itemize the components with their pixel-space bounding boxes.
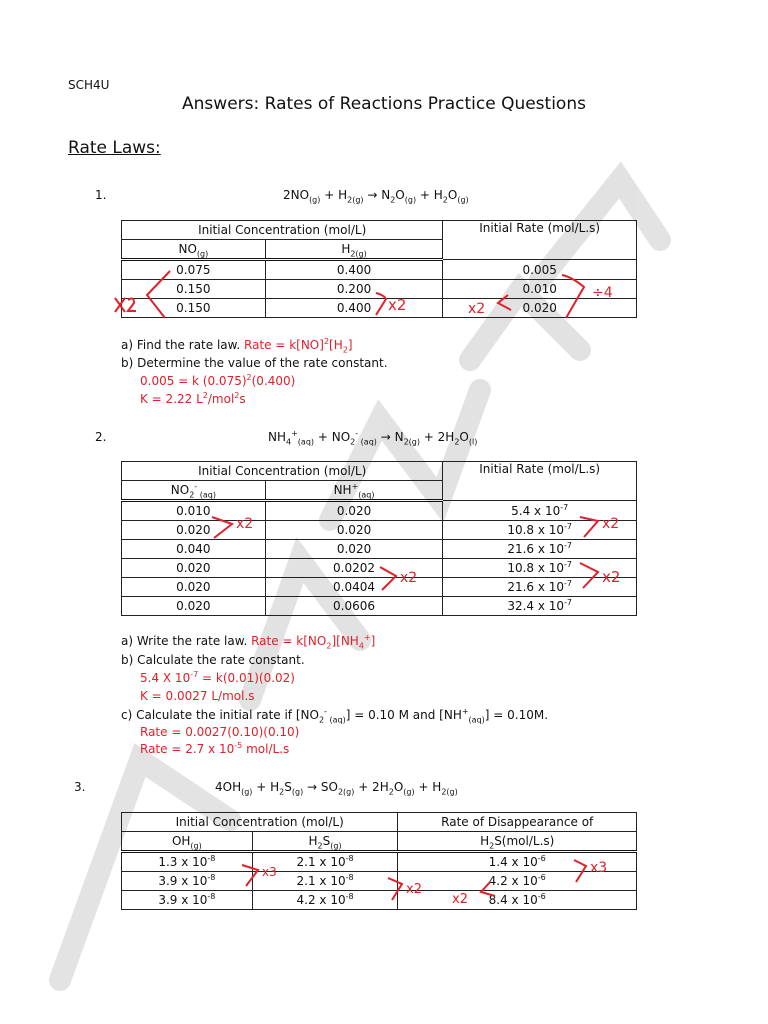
annotation-divide-4: ÷4	[592, 285, 613, 301]
text-segment: → SO	[303, 780, 338, 794]
text-segment: 4OH	[215, 780, 242, 794]
table-cell	[252, 872, 398, 891]
text-segment: 0.0606	[333, 599, 376, 613]
table-cell	[443, 521, 637, 540]
text-segment: O	[447, 188, 458, 202]
table-cell	[122, 891, 253, 910]
text-segment: 2	[454, 437, 460, 447]
text-segment: /mol	[207, 392, 235, 406]
column-header	[122, 240, 266, 260]
text-segment: mol/L.s	[242, 742, 290, 756]
group-header: Initial Concentration (mol/L)	[122, 221, 443, 240]
table-row	[122, 260, 637, 280]
annotation-x2: x2	[452, 892, 468, 907]
text-segment: 4	[358, 641, 364, 651]
answer	[140, 742, 289, 756]
text-segment: ] = 0.10M.	[484, 708, 549, 722]
text-segment: 2	[323, 337, 330, 346]
table-cell	[443, 280, 637, 299]
column-header	[265, 240, 443, 260]
text-segment: 2	[279, 787, 285, 797]
table-cell	[265, 501, 443, 521]
chemical-equation	[268, 429, 478, 447]
table-row	[122, 521, 637, 540]
answer	[251, 633, 376, 651]
text-segment: -5	[234, 741, 243, 750]
table-cell	[265, 521, 443, 540]
text-segment: 2	[442, 195, 448, 205]
text-segment: (aq)	[468, 715, 485, 725]
text-segment: c) Calculate the initial rate if [NO	[121, 708, 319, 722]
table-cell	[265, 578, 443, 597]
text-segment: (g)	[330, 841, 342, 851]
text-segment: 2(g)	[403, 437, 420, 447]
question-label: a) Write the rate law.	[121, 634, 248, 648]
table-cell	[122, 521, 266, 540]
text-segment: 2.1 x 10	[296, 855, 346, 869]
question-c	[121, 707, 549, 725]
column-header	[122, 481, 266, 501]
table-cell	[122, 540, 266, 559]
column-header	[265, 481, 443, 501]
text-segment: -8	[207, 892, 216, 901]
question-a	[121, 633, 376, 651]
table-row	[122, 299, 637, 318]
question-number: 2.	[95, 430, 107, 444]
table-cell	[265, 540, 443, 559]
text-segment: + 2H	[419, 430, 455, 444]
text-segment: O	[459, 430, 469, 444]
text-segment: (g)	[403, 787, 415, 797]
text-segment: 0.150	[176, 282, 211, 296]
text-segment: 2	[326, 641, 332, 651]
text-segment: 0.020	[176, 561, 211, 575]
text-segment: 2.1 x 10	[296, 874, 346, 888]
text-segment: (g)	[291, 787, 304, 797]
text-segment: 2	[246, 373, 252, 382]
section-heading: Rate Laws:	[68, 138, 161, 158]
text-segment: ] = 0.10 M and [NH	[345, 708, 462, 722]
text-segment: 0.400	[336, 263, 372, 277]
table-cell	[122, 501, 266, 521]
column-header	[252, 832, 398, 852]
text-segment: (aq)	[358, 490, 375, 500]
text-segment: (g)	[457, 195, 469, 205]
text-segment: s	[239, 392, 246, 406]
text-segment: 0.200	[336, 282, 372, 296]
chemical-equation	[215, 780, 458, 797]
text-segment: O	[395, 188, 405, 202]
text-segment: -7	[564, 522, 573, 531]
text-segment: 0.020	[336, 523, 372, 537]
text-segment: 1.3 x 10	[158, 855, 208, 869]
table-cell	[443, 540, 637, 559]
text-segment: -	[355, 429, 359, 438]
text-segment: 2	[234, 391, 240, 400]
text-segment: 0.020	[336, 542, 372, 556]
answer	[140, 374, 295, 388]
table-cell	[122, 280, 266, 299]
text-segment: -7	[560, 502, 569, 512]
table-row	[122, 540, 637, 559]
table-cell	[122, 872, 253, 891]
text-segment: -6	[537, 873, 546, 882]
text-segment: Rate = k[NO]	[244, 338, 324, 352]
text-segment: ]	[347, 338, 353, 352]
group-header: Initial Concentration (mol/L)	[122, 462, 443, 481]
text-segment: -7	[564, 598, 573, 607]
answer	[140, 671, 295, 685]
table-row	[122, 280, 637, 299]
text-segment: OH	[171, 834, 191, 848]
text-segment: 0.020	[176, 599, 211, 613]
text-segment: (g)	[241, 787, 253, 797]
text-segment: = k(0.01)(0.02)	[198, 671, 295, 685]
text-segment: 0.020	[522, 301, 557, 315]
rate-data-table-1	[121, 220, 637, 318]
text-segment: + H	[414, 780, 442, 794]
text-segment: 2(g)	[347, 195, 364, 205]
rate-header: Rate of Disappearance of	[398, 813, 637, 832]
text-segment: 2	[317, 841, 323, 851]
text-segment: (g)	[196, 249, 209, 259]
group-header: Initial Concentration (mol/L)	[122, 813, 398, 832]
table-row	[122, 872, 637, 891]
table-cell	[443, 559, 637, 578]
table-cell	[122, 559, 266, 578]
text-segment: (g)	[309, 195, 321, 205]
text-segment: -8	[345, 892, 354, 901]
text-segment: (aq)	[197, 490, 216, 500]
table-cell	[122, 597, 266, 616]
text-segment: → N	[363, 188, 391, 202]
text-segment: ]	[370, 634, 376, 648]
annotation-x2: x2	[602, 516, 620, 532]
answer	[140, 725, 299, 739]
text-segment: +	[363, 633, 371, 642]
rate-header	[398, 832, 637, 852]
text-segment: 0.040	[176, 542, 211, 556]
text-segment: (aq)	[297, 437, 315, 447]
table-row	[122, 578, 637, 597]
table-cell	[122, 299, 266, 318]
course-code: SCH4U	[68, 78, 110, 92]
text-segment: (aq)	[358, 437, 377, 447]
text-segment: 0.0404	[333, 580, 376, 594]
question-number: 1.	[95, 188, 107, 202]
table-cell	[398, 872, 637, 891]
text-segment: 0.075	[176, 263, 211, 277]
text-segment: 0.0202	[333, 561, 376, 575]
annotation-x2: x2	[388, 296, 407, 314]
text-segment: -7	[190, 670, 199, 679]
table-cell	[443, 260, 637, 280]
annotation-x2: x2	[236, 516, 254, 532]
text-segment: -8	[345, 854, 354, 863]
text-segment: K = 2.22 L	[140, 392, 203, 406]
text-segment: 3.9 x 10	[158, 874, 208, 888]
text-segment: [H	[329, 338, 343, 352]
text-segment: 2	[342, 345, 348, 355]
question-label: a) Find the rate law.	[121, 338, 241, 352]
text-segment: 2	[388, 787, 394, 797]
table-row	[122, 852, 637, 872]
text-segment: -7	[564, 579, 573, 588]
answer	[244, 337, 353, 355]
table-cell	[443, 299, 637, 318]
text-segment: 5.4 x 10	[511, 503, 561, 518]
table-row	[122, 597, 637, 616]
table-cell	[265, 260, 443, 280]
question-number: 3.	[74, 780, 86, 794]
text-segment: H	[308, 834, 318, 848]
text-segment: 3.9 x 10	[158, 893, 208, 907]
text-segment: 0.005	[522, 262, 557, 277]
table-cell	[252, 891, 398, 910]
column-header	[122, 832, 253, 852]
annotation-x2: x2	[602, 568, 621, 586]
text-segment: 4	[286, 437, 292, 447]
page-title: Answers: Rates of Reactions Practice Questions	[182, 94, 586, 114]
table-cell	[265, 299, 443, 318]
text-segment: 10.8 x 10	[507, 523, 565, 537]
text-segment: NH	[268, 430, 286, 444]
text-segment: + H	[320, 188, 348, 202]
text-segment: ][NH	[331, 634, 359, 648]
text-segment: S	[322, 834, 331, 848]
annotation-x2: x2	[406, 882, 422, 897]
text-segment: Rate = k[NO	[251, 634, 327, 648]
text-segment: +	[291, 429, 298, 438]
annotation-x2: x2	[468, 301, 486, 317]
table-row	[122, 559, 637, 578]
text-segment: 2(g)	[350, 249, 367, 259]
table-cell	[122, 260, 266, 280]
text-segment: -8	[345, 873, 354, 882]
text-segment: → N	[376, 430, 404, 444]
question-b: b) Determine the value of the rate constant.	[121, 356, 388, 370]
text-segment: (l)	[468, 437, 478, 447]
text-segment: -	[194, 482, 198, 491]
text-segment: -	[324, 707, 327, 716]
table-cell	[398, 852, 637, 872]
text-segment: K = 0.0027 L/mol.s	[140, 689, 255, 703]
text-segment: + H	[252, 780, 280, 794]
text-segment: 2(g)	[441, 787, 458, 797]
table-row	[122, 501, 637, 521]
text-segment: 0.020	[336, 504, 372, 518]
table-cell	[265, 280, 443, 299]
text-segment: 2	[489, 841, 495, 851]
table-cell	[265, 597, 443, 616]
text-segment: 4.2 x 10	[296, 893, 346, 907]
text-segment: 0.400	[336, 301, 372, 315]
annotation-x3: x3	[590, 860, 608, 876]
text-segment: S	[284, 780, 292, 794]
rate-header: Initial Rate (mol/L.s)	[443, 221, 637, 260]
table-cell	[443, 597, 637, 616]
rate-header: Initial Rate (mol/L.s)	[443, 462, 637, 501]
text-segment: (g)	[404, 195, 417, 205]
text-segment: 2NO	[283, 188, 310, 202]
text-segment: H	[341, 242, 351, 256]
table-cell	[252, 852, 398, 872]
chemical-equation	[283, 188, 469, 205]
rate-data-table-3	[121, 812, 637, 910]
text-segment: 21.6 x 10	[507, 580, 565, 594]
text-segment: + 2H	[354, 780, 389, 794]
text-segment: 2	[318, 715, 325, 725]
text-segment: Rate = 0.0027(0.10)(0.10)	[140, 725, 300, 739]
text-segment: O	[393, 780, 404, 794]
text-segment: (aq)	[326, 715, 346, 725]
text-segment: NH	[333, 483, 352, 497]
table-cell	[265, 559, 443, 578]
table-cell	[122, 852, 253, 872]
text-segment: NO	[178, 242, 197, 256]
table-cell	[122, 578, 266, 597]
rate-data-table-2	[121, 461, 637, 616]
answer	[140, 689, 255, 703]
text-segment: 0.010	[176, 504, 211, 518]
text-segment: 2	[189, 490, 195, 500]
text-segment: -6	[537, 892, 546, 901]
text-segment: -7	[564, 541, 573, 550]
text-segment: 5.4 X 10	[140, 671, 191, 685]
text-segment: (g)	[190, 841, 202, 851]
text-segment: + H	[416, 188, 443, 202]
text-segment: NO	[170, 483, 190, 497]
question-a	[121, 337, 353, 355]
text-segment: S(mol/L.s)	[494, 834, 555, 848]
text-segment: 0.010	[522, 282, 557, 296]
text-segment: -8	[207, 854, 216, 863]
text-segment: 8.4 x 10	[488, 893, 538, 907]
text-segment: 21.6 x 10	[507, 542, 565, 556]
annotation-x3: x3	[262, 865, 277, 879]
text-segment: 2(g)	[337, 787, 355, 797]
text-segment: 2	[350, 437, 356, 447]
text-segment: 32.4 x 10	[507, 599, 565, 613]
text-segment: -8	[207, 873, 216, 882]
text-segment: 4.2 x 10	[488, 874, 538, 888]
text-segment: Rate = 2.7 x 10	[140, 742, 235, 756]
text-segment: 0.020	[176, 580, 211, 594]
text-segment: 0.150	[176, 301, 211, 315]
text-segment: (0.400)	[251, 374, 296, 388]
text-segment: +	[461, 707, 469, 716]
text-segment: +	[351, 482, 359, 491]
text-segment: 2	[390, 195, 396, 205]
text-segment: H	[480, 834, 490, 848]
text-segment: 10.8 x 10	[507, 561, 565, 575]
text-segment: 0.020	[176, 523, 211, 537]
table-cell	[443, 578, 637, 597]
text-segment: 1.4 x 10	[488, 855, 538, 869]
question-b: b) Calculate the rate constant.	[121, 653, 305, 667]
table-row	[122, 891, 637, 910]
text-segment: -6	[537, 854, 546, 863]
text-segment: + NO	[314, 430, 351, 444]
table-cell	[443, 501, 637, 521]
text-segment: 0.005 = k (0.075)	[140, 374, 247, 388]
annotation-x2: x2	[400, 570, 418, 586]
table-cell	[398, 891, 637, 910]
answer	[140, 392, 246, 406]
text-segment: 2	[202, 391, 208, 400]
text-segment: -7	[564, 560, 573, 569]
